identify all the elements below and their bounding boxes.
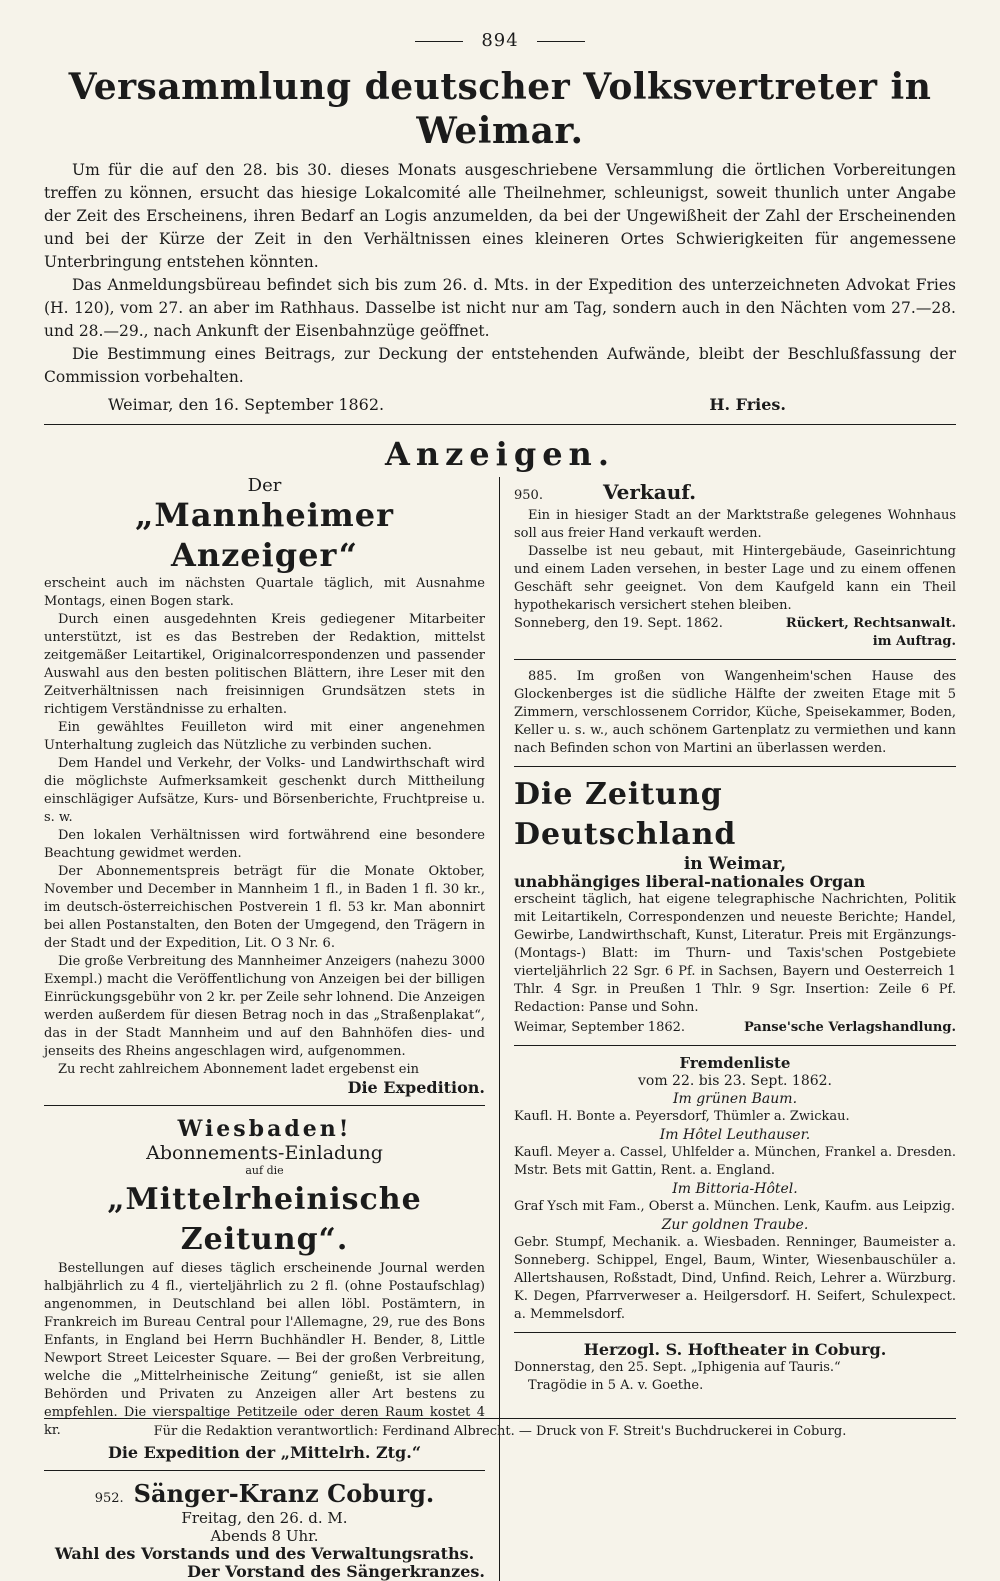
ad-mannheimer-signature: Die Expedition. — [347, 1078, 485, 1097]
intro-paragraph: Die Bestimmung eines Beitrags, zur Deckung der entstehenden Aufwände, bleibt der Beschlußfassung der Commission vorbehalten. — [44, 345, 956, 386]
ad-columns — [44, 477, 956, 1581]
page-number-dash-right — [537, 41, 585, 42]
ad-saenger-header — [44, 1479, 485, 1509]
ad-paragraph: Zu recht zahlreichem Abonnement ladet ergebenst ein — [58, 1062, 420, 1077]
ad-paragraph: Die große Verbreitung des Mannheimer Anzeigers (nahezu 3000 Exempl.) macht die Veröffentlichung von Anzeigen bei der billigen Einrückungsgebühr von 2 kr. per Zeile sehr lohnend. Die Anzeigen werden außerdem für diesen Betrag noch in das „Straßenplakat“, das in der Stadt Mannheim und auf den Bahnhöfen dies- und jenseits des Rheins angeschlagen wird, aufgenommen. — [44, 954, 485, 1059]
ad-divider — [514, 1045, 956, 1046]
fremdenliste-hotel-name: Im Hôtel Leuthauser. — [659, 1127, 811, 1143]
ad-wiesbaden-paper: „Mittelrheinische Zeitung“. — [107, 1182, 422, 1257]
page-number-text: 894 — [481, 30, 519, 51]
ad-paragraph: erscheint auch im nächsten Quartale täglich, mit Ausnahme Montags, einen Bogen stark. — [44, 576, 485, 609]
ad-theater-sub: Tragödie in 5 A. v. Goethe. — [528, 1378, 704, 1393]
ad-divider — [44, 1105, 485, 1106]
intro-paragraph: Das Anmeldungsbüreau befindet sich bis zum 26. d. Mts. in der Expedition des unterzeichneten Advokat Fries (H. 120), vom 27. an aber im Rathhaus. Dasselbe ist nicht nur am Tag, sondern auch in den Nächten vom 27.—28. und 28.—29., nach Ankunft der Eisenbahnzüge geöffnet. — [44, 276, 956, 340]
fremdenliste-entry: Graf Ysch mit Fam., Oberst a. München. Lenk, Kaufm. aus Leipzig. — [514, 1199, 956, 1214]
ad-divider — [44, 1470, 485, 1471]
ad-paragraph: erscheint täglich, hat eigene telegraphische Nachrichten, Politik mit Leitartikeln, Correspondenzen und neueste Berichte; Handel, Gewirbe, Landwirthschaft, Kunst, Literatur. Preis mit Ergänzungs- (Montags-) Blatt: im Thurn- und Taxis'schen Postgebiete vierteljährlich 22 Sgr. 6 Pf. in Sachsen, Bayern und Oesterreich 1 Thlr. 4 Sgr. in Preußen 1 Thlr. 9 Sgr. Insertion: Zeile 6 Pf. Redaction: Panse und Sohn. — [514, 892, 956, 1015]
fremdenliste-hotel-name: Im Bittoria-Hôtel. — [672, 1181, 798, 1197]
headline: Versammlung deutscher Volksvertreter in Weimar. — [68, 66, 932, 152]
page-number — [32, 0, 968, 51]
ad-deutschland — [514, 775, 956, 1037]
ad-deutschland-sigline — [514, 1019, 956, 1037]
intro-paragraph: Um für die auf den 28. bis 30. dieses Monats ausgeschriebene Versammlung die örtlichen Vorbereitungen treffen zu können, ersucht das hiesige Lokalcomité alle Theilnehmer, schleunigst, soweit thunlich unter Angabe der Zeit des Erscheinens, ihren Bedarf an Logis anzumelden, da bei der Ungewißheit der Zahl der Erscheinenden und bei der Kürze der Zeit in den Verhältnissen eines kleineren Ortes Schwierigkeiten für angemessene Unterbringung entstehen könnten. — [44, 161, 956, 271]
ad-verkauf — [514, 477, 956, 651]
ad-paragraph: Bestellungen auf dieses täglich erscheinende Journal werden halbjährlich zu 4 fl., vierteljährlich zu 2 fl. (ohne Postaufschlag) angenommen, in Deutschland bei allen löbl. Postämtern, in Frankreich im Bureau Central pour l'Allemagne, 29, rue des Bons Enfants, in England bei Herrn Buchhändler H. Bender, 8, Little Newport Street Leicester Square. — Bei der großen Verbreitung, welche die „Mittelrheinische Zeitung“ genießt, ist sie allen Behörden und Privaten zu Anzeigen aller Art bestens zu empfehlen. Die vierspaltige Petitzeile oder deren Raum kostet 4 kr. — [44, 1261, 485, 1438]
ad-saenger-title: Sänger-Kranz Coburg. — [133, 1479, 435, 1508]
ad-mannheimer — [44, 477, 485, 1097]
ad-divider — [514, 659, 956, 660]
ad-deutschland-organ: unabhängiges liberal-nationales Organ — [514, 872, 866, 891]
ad-divider — [514, 766, 956, 767]
ad-verkauf-sigline — [514, 615, 956, 633]
ad-mannheimer-title: „Mannheimer Anzeiger“ — [135, 496, 394, 574]
ad-theater-line: Donnerstag, den 25. Sept. „Iphigenia auf Tauris.“ — [514, 1360, 841, 1375]
ad-wiesbaden-title: Wiesbaden! — [177, 1116, 352, 1142]
fremdenliste-hotel-name: Im grünen Baum. — [672, 1091, 798, 1107]
ad-paragraph: Durch einen ausgedehnten Kreis gediegener Mitarbeiter unterstützt, ist es das Bestreben der Redaktion, mittelst zeitgemäßer Leitartikel, Originalcorrespondenzen und passender Auswahl aus den besten politischen Blättern, ihre Leser mit den Zeitverhältnissen nach freisinnigen Grundsätzen stets in richtigem Verständnisse zu erhalten. — [44, 612, 485, 717]
ad-wiesbaden — [44, 1114, 485, 1462]
ad-mannheimer-der: Der — [247, 475, 282, 496]
ad-wiesbaden-auf-die: auf die — [245, 1164, 284, 1177]
ad-theater — [514, 1341, 956, 1395]
ad-paragraph: Dem Handel und Verkehr, der Volks- und Landwirthschaft wird die möglichste Aufmerksamkeit geschenkt durch Mittheilung einschlägiger Aufsätze, Kurs- und Börsenberichte, Fruchtpreise u. s. w. — [44, 756, 485, 825]
intro-article — [44, 159, 956, 389]
ad-paragraph: 885. Im großen von Wangenheim'schen Hause des Glockenberges ist die südliche Hälfte der zweiten Etage mit 5 Zimmern, verschlossenem Corridor, Küche, Speisekammer, Boden, Keller u. s. w., auch schönem Gartenplatz zu vermiethen und kann nach Befinden schon von Martini an überlassen werden. — [514, 669, 956, 756]
ad-paragraph: Dasselbe ist neu gebaut, mit Hintergebäude, Gaseinrichtung und einem Laden versehen, in bester Lage und zu einem offenen Geschäft sehr geeignet. Von dem Kaufgeld kann ein Theil hypothekarisch versichert stehen bleiben. — [514, 544, 956, 613]
intro-signature: H. Fries. — [709, 395, 786, 414]
ad-theater-title: Herzogl. S. Hoftheater in Coburg. — [583, 1340, 887, 1359]
intro-signature-line — [44, 395, 956, 414]
intro-place-date: Weimar, den 16. September 1862. — [108, 395, 385, 414]
ad-wiesbaden-signature: Die Expedition der „Mittelrh. Ztg.“ — [107, 1443, 422, 1462]
ad-verkauf-signature: Rückert, Rechtsanwalt. — [785, 616, 956, 631]
fremdenliste-hotel-name: Zur goldnen Traube. — [661, 1217, 809, 1233]
ad-saenger-signature: Der Vorstand des Sängerkranzes. — [187, 1562, 485, 1581]
ad-paragraph: Den lokalen Verhältnissen wird fortwährend eine besondere Beachtung gewidmet werden. — [44, 828, 485, 861]
footer-divider — [44, 1418, 956, 1419]
ad-deutschland-title: Die Zeitung Deutschland — [514, 777, 737, 852]
section-divider — [44, 424, 956, 425]
ad-deutschland-place-date: Weimar, September 1862. — [514, 1020, 686, 1035]
left-column — [44, 477, 500, 1581]
fremdenliste — [514, 1054, 956, 1324]
ad-saenger-time: Abends 8 Uhr. — [210, 1527, 319, 1545]
ad-deutschland-in-weimar: in Weimar, — [683, 854, 787, 874]
ad-verkauf-number: 950. — [514, 488, 543, 503]
fremdenliste-title: Fremdenliste — [679, 1054, 791, 1072]
ad-paragraph: Der Abonnementspreis beträgt für die Monate Oktober, November und December in Mannheim 1 fl., in Baden 1 fl. 30 kr., im deutsch-österreichischen Postverein 1 fl. 53 kr. Man abonnirt bei allen Postanstalten, den Boten der Umgegend, den Trägern in der Stadt und der Expedition, Lit. O 3 Nr. 6. — [44, 864, 485, 951]
ad-saenger-date: Freitag, den 26. d. M. — [181, 1509, 348, 1527]
ad-paragraph: Ein in hiesiger Stadt an der Marktstraße gelegenes Wohnhaus soll aus freier Hand verkauft werden. — [514, 508, 956, 541]
ad-verkauf-place-date: Sonneberg, den 19. Sept. 1862. — [514, 616, 723, 631]
ad-wangenheim — [514, 668, 956, 758]
ad-verkauf-header — [514, 477, 956, 507]
fremdenliste-entry: Gebr. Stumpf, Mechanik. a. Wiesbaden. Renninger, Baumeister a. Sonneberg. Schippel, Engel, Baum, Winter, Wiesenbauschüler a. Allertshausen, Roßstadt, Dind, Unfind. Reich, Lehrer a. Würzburg. K. Degen, Pfarrverweser a. Heilgersdorf. H. Seifert, Schulexpect. a. Memmelsdorf. — [514, 1235, 956, 1322]
ad-verkauf-title: Verkauf. — [602, 480, 697, 504]
page-number-dash-left — [415, 41, 463, 42]
right-column — [500, 477, 956, 1581]
ad-paragraph: Ein gewähltes Feuilleton wird mit einer angenehmen Unterhaltung zugleich das Nützliche zu verbinden suchen. — [44, 720, 485, 753]
ad-saenger-number: 952. — [94, 1491, 124, 1506]
fremdenliste-entry: Kaufl. H. Bonte a. Peyersdorf, Thümler a. Zwickau. — [514, 1109, 850, 1124]
ad-divider — [514, 1332, 956, 1333]
ad-saenger-line: Wahl des Vorstands und des Verwaltungsraths. — [54, 1544, 475, 1563]
section-title: Anzeigen. — [385, 435, 615, 473]
footer: Für die Redaktion verantwortlich: Ferdinand Albrecht. — Druck von F. Streit's Buchdruckerei in Coburg. — [153, 1424, 847, 1439]
ad-wiesbaden-subtitle: Abonnements-Einladung — [146, 1142, 383, 1164]
ad-saenger — [44, 1479, 485, 1581]
ad-verkauf-auftrag: im Auftrag. — [872, 634, 956, 649]
ad-deutschland-signature: Panse'sche Verlagshandlung. — [743, 1020, 956, 1035]
fremdenliste-dates: vom 22. bis 23. Sept. 1862. — [637, 1073, 832, 1089]
fremdenliste-entry: Kaufl. Meyer a. Cassel, Uhlfelder a. München, Frankel a. Dresden. Mstr. Bets mit Gattin, Rent. a. England. — [514, 1145, 956, 1178]
